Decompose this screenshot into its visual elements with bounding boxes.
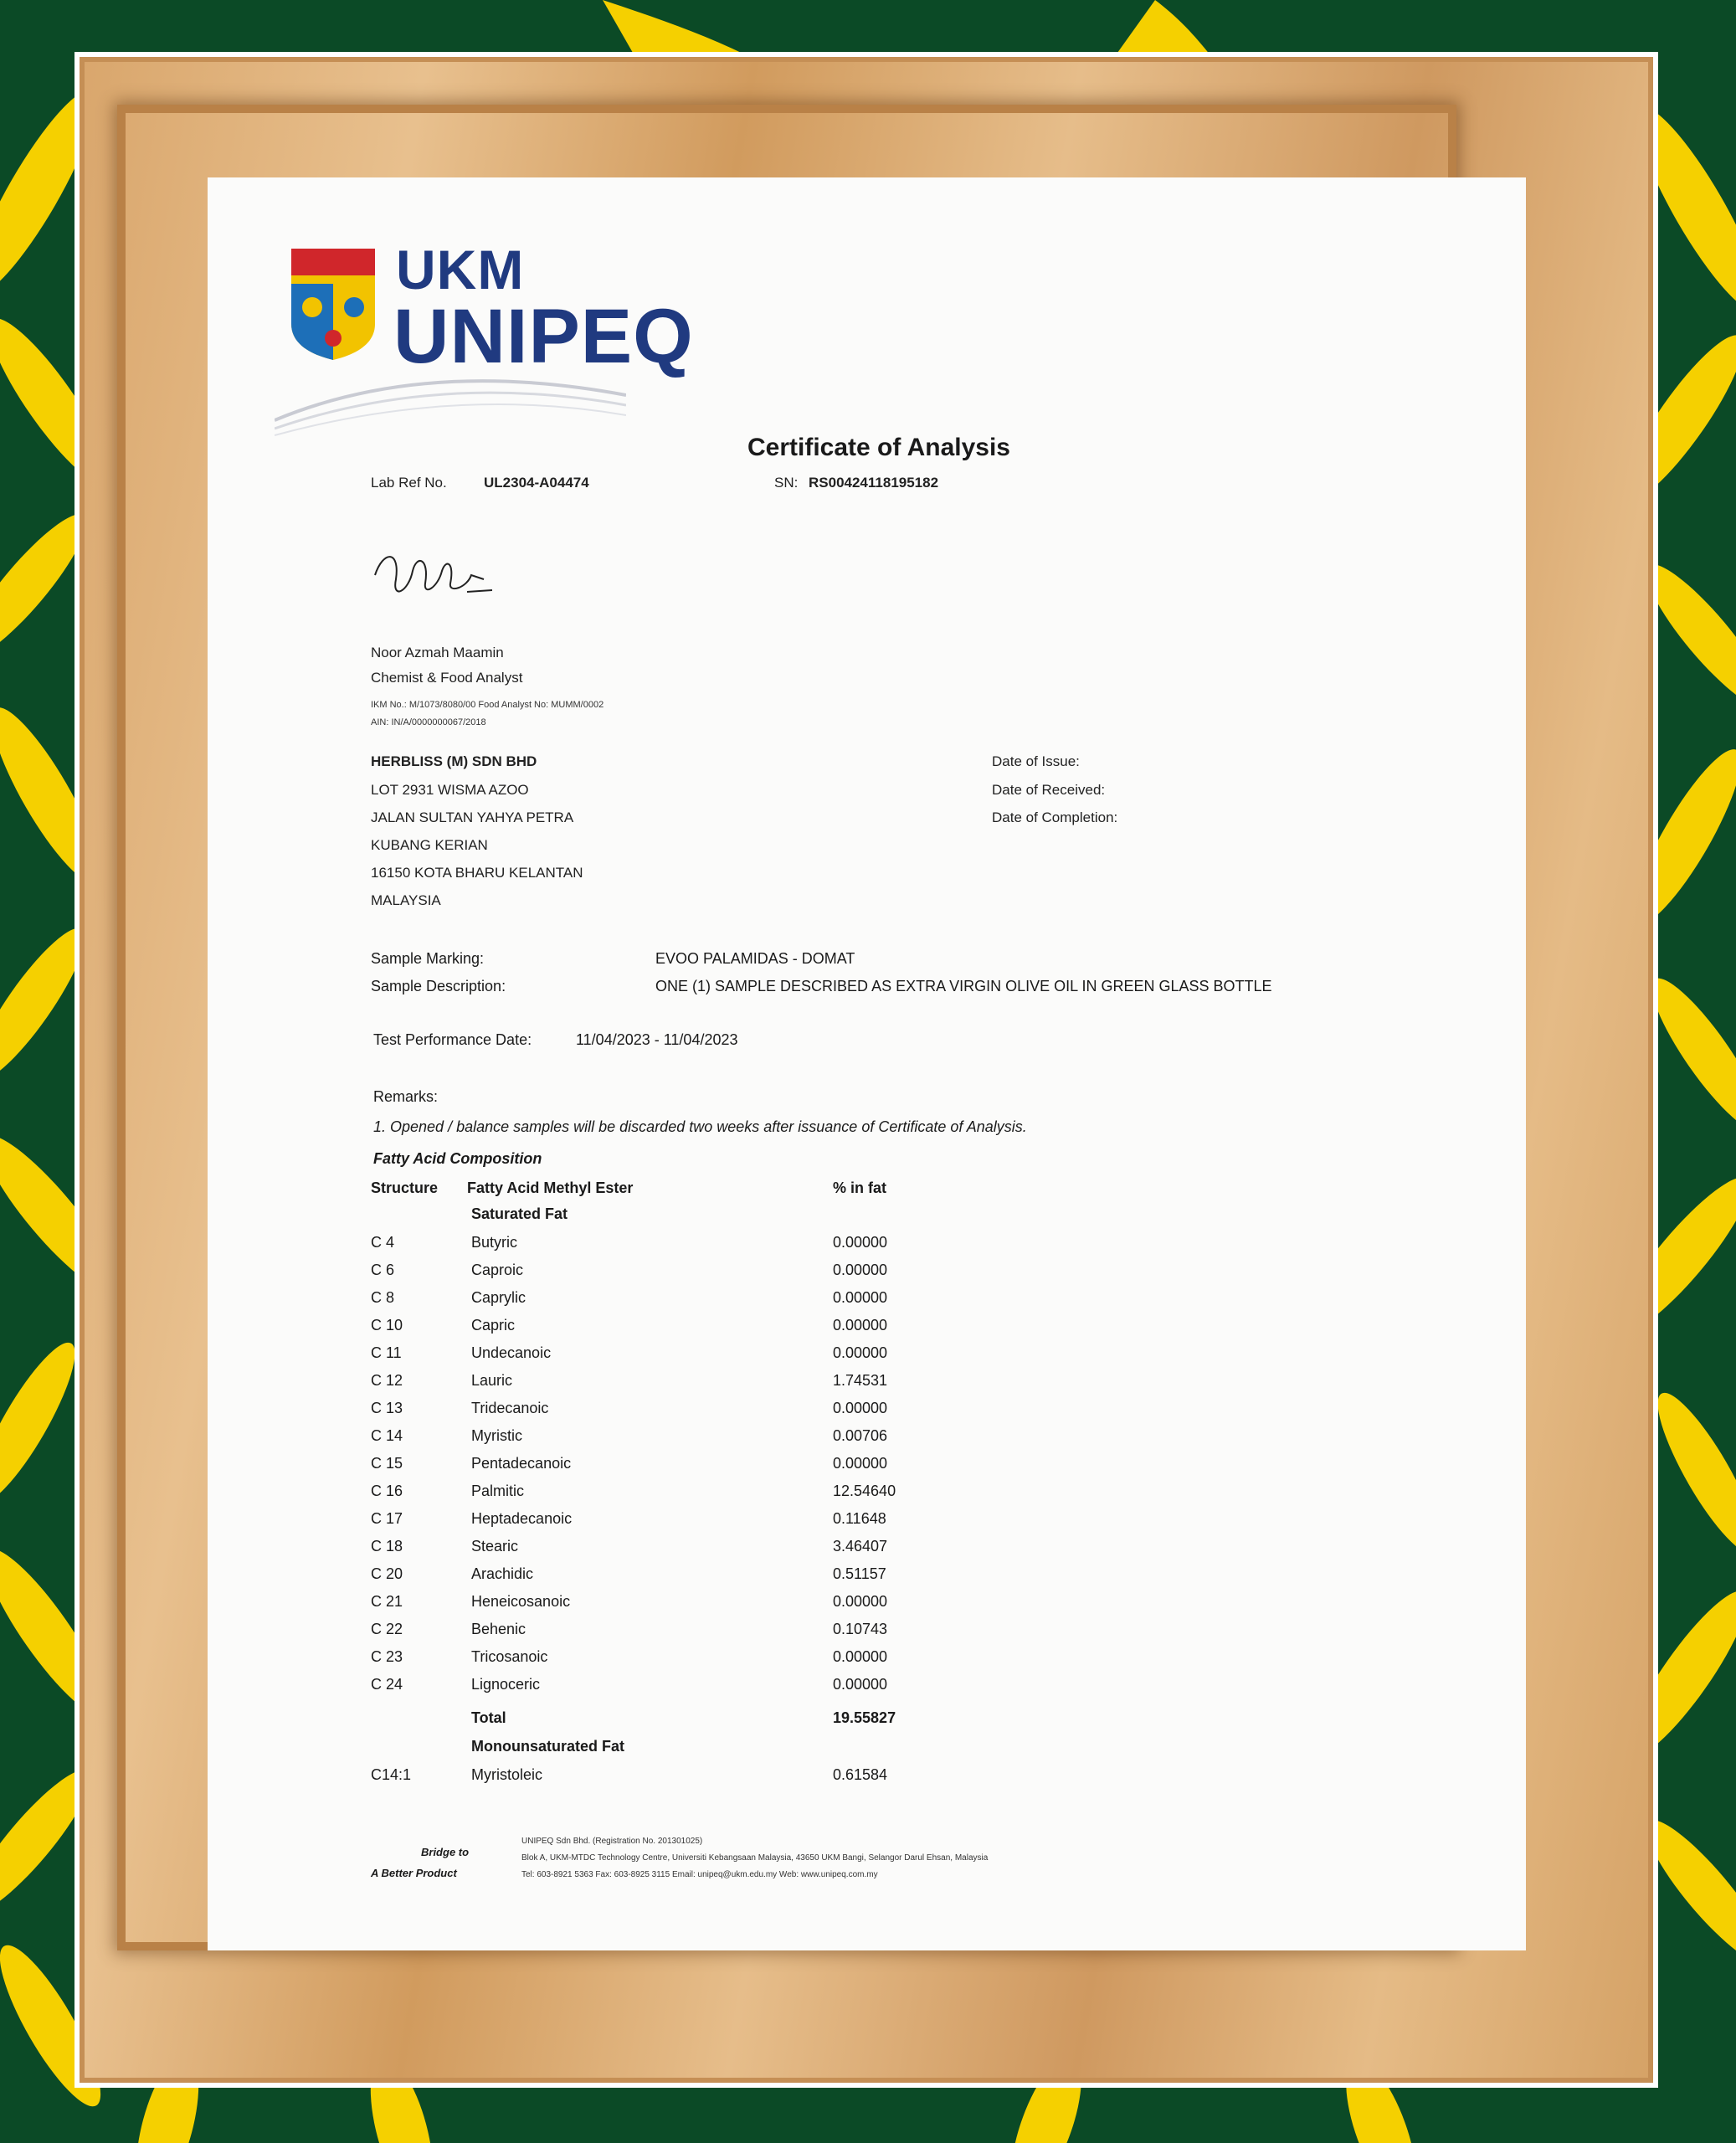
table-section-title: Fatty Acid Composition	[373, 1150, 542, 1167]
analyst-name: Noor Azmah Maamin	[371, 645, 504, 660]
table-row-name: Caproic	[471, 1262, 524, 1278]
client-address-line: 16150 KOTA BHARU KELANTAN	[371, 865, 583, 881]
column-header-structure: Structure	[371, 1179, 439, 1196]
table-row-name: Heneicosanoic	[471, 1593, 571, 1610]
table-row-name: Undecanoic	[471, 1344, 552, 1361]
total-value: 19.55827	[833, 1709, 896, 1726]
table-row-name: Heptadecanoic	[471, 1510, 573, 1527]
date-of-issue-label: Date of Issue:	[992, 753, 1080, 769]
client-address-line: JALAN SULTAN YAHYA PETRA	[371, 809, 574, 825]
table-row-structure: C 13	[371, 1400, 403, 1416]
table-row-value: 0.00000	[833, 1289, 888, 1306]
table-row-structure: C 4	[371, 1234, 395, 1251]
table-row-name: Stearic	[471, 1538, 519, 1555]
table-row-structure: C 12	[371, 1372, 403, 1389]
table-row-value: 0.11648	[833, 1510, 886, 1527]
table-row-name: Arachidic	[471, 1565, 534, 1582]
footer-address-line: Blok A, UKM-MTDC Technology Centre, Universiti Kebangsaan Malaysia, 43650 UKM Bangi, Selangor Darul Ehsan, Malaysia	[521, 1853, 989, 1863]
table-row-value: 0.00000	[833, 1648, 888, 1665]
table-row-name: Myristic	[471, 1427, 522, 1444]
table-row-structure: C 24	[371, 1676, 403, 1693]
table-row-structure: C 6	[371, 1262, 395, 1278]
table-row-structure: C 11	[371, 1344, 402, 1361]
certificate-title: Certificate of Analysis	[747, 434, 1010, 461]
table-row-structure: C 21	[371, 1593, 403, 1610]
table-row-name: Behenic	[471, 1621, 526, 1637]
table-row-value: 0.00000	[833, 1262, 888, 1278]
table-row-structure: C 15	[371, 1455, 403, 1472]
table-row-value: 0.00706	[833, 1427, 888, 1444]
client-address-line: KUBANG KERIAN	[371, 837, 488, 853]
logo-ukm-text: UKM	[396, 239, 525, 301]
sample-marking-label: Sample Marking:	[371, 950, 485, 967]
sn-value: RS00424118195182	[809, 475, 939, 491]
date-of-received-label: Date of Received:	[992, 782, 1106, 798]
table-row-value: 0.00000	[833, 1317, 888, 1334]
table-row-name: Tricosanoic	[471, 1648, 548, 1665]
lab-ref-value: UL2304-A04474	[484, 475, 589, 491]
table-row-value: 3.46407	[833, 1538, 888, 1555]
table-row-value: 0.00000	[833, 1676, 888, 1693]
table-row-name: Lauric	[471, 1372, 513, 1389]
table-row-name: Palmitic	[471, 1483, 525, 1499]
table-row-value: 0.00000	[833, 1455, 888, 1472]
table-row-structure: C 23	[371, 1648, 403, 1665]
table-row-name: Caprylic	[471, 1289, 526, 1306]
sample-description-value: ONE (1) SAMPLE DESCRIBED AS EXTRA VIRGIN OLIVE OIL IN GREEN GLASS BOTTLE	[655, 978, 1272, 994]
sample-marking-value: EVOO PALAMIDAS - DOMAT	[655, 950, 855, 967]
client-address-line: LOT 2931 WISMA AZOO	[371, 782, 529, 798]
date-of-completion-label: Date of Completion:	[992, 809, 1118, 825]
table-row-name: Lignoceric	[471, 1676, 541, 1693]
client-address-line: MALAYSIA	[371, 892, 441, 908]
table-row-value: 0.10743	[833, 1621, 888, 1637]
column-header-value: % in fat	[833, 1179, 887, 1196]
footer-contact-line: Tel: 603-8921 5363 Fax: 603-8925 3115 Email: unipeq@ukm.edu.my Web: www.unipeq.com.my	[521, 1870, 878, 1879]
mono-row-structure: C14:1	[371, 1766, 412, 1783]
table-row-name: Capric	[471, 1317, 516, 1334]
table-row-value: 0.00000	[833, 1593, 888, 1610]
table-row-name: Butyric	[471, 1234, 518, 1251]
remarks-label: Remarks:	[373, 1088, 439, 1105]
mono-row-name: Myristoleic	[471, 1766, 543, 1783]
lab-ref-label: Lab Ref No.	[371, 475, 447, 491]
table-row-structure: C 22	[371, 1621, 403, 1637]
table-row-value: 1.74531	[833, 1372, 888, 1389]
table-row-name: Tridecanoic	[471, 1400, 549, 1416]
analyst-registration: IKM No.: M/1073/8080/00 Food Analyst No: MUMM/0002	[371, 700, 604, 710]
table-row-structure: C 17	[371, 1510, 403, 1527]
footer-tagline-1: Bridge to	[421, 1846, 470, 1858]
client-name: HERBLISS (M) SDN BHD	[371, 753, 537, 769]
group-saturated-fat: Saturated Fat	[471, 1205, 568, 1222]
footer-company-line: UNIPEQ Sdn Bhd. (Registration No. 201301025)	[521, 1837, 703, 1846]
group-monounsaturated-fat: Monounsaturated Fat	[471, 1738, 624, 1755]
table-row-structure: C 20	[371, 1565, 403, 1582]
analyst-title: Chemist & Food Analyst	[371, 670, 523, 686]
footer-tagline-2: A Better Product	[371, 1867, 457, 1879]
total-label: Total	[471, 1709, 506, 1726]
table-row-structure: C 18	[371, 1538, 403, 1555]
test-performance-label: Test Performance Date:	[373, 1031, 532, 1048]
column-header-name: Fatty Acid Methyl Ester	[467, 1179, 634, 1196]
certificate-document	[208, 177, 1526, 1950]
table-row-structure: C 14	[371, 1427, 403, 1444]
table-row-structure: C 10	[371, 1317, 403, 1334]
table-row-value: 0.00000	[833, 1400, 888, 1416]
table-row-structure: C 16	[371, 1483, 403, 1499]
table-row-value: 12.54640	[833, 1483, 896, 1499]
sn-label: SN:	[774, 475, 799, 491]
ukm-crest-icon	[287, 244, 379, 362]
analyst-signature	[367, 542, 501, 613]
table-row-structure: C 8	[371, 1289, 395, 1306]
logo-unipeq-text: UNIPEQ	[393, 294, 694, 379]
remarks-item: 1. Opened / balance samples will be discarded two weeks after issuance of Certificate of Analysis.	[373, 1118, 1027, 1135]
table-row-value: 0.00000	[833, 1344, 888, 1361]
test-performance-value: 11/04/2023 - 11/04/2023	[576, 1031, 738, 1048]
mono-row-value: 0.61584	[833, 1766, 888, 1783]
analyst-ain: AIN: IN/A/0000000067/2018	[371, 717, 486, 727]
table-row-name: Pentadecanoic	[471, 1455, 572, 1472]
table-row-value: 0.00000	[833, 1234, 888, 1251]
table-row-value: 0.51157	[833, 1565, 886, 1582]
logo-swoosh-icon	[275, 362, 626, 437]
sample-description-label: Sample Description:	[371, 978, 506, 994]
